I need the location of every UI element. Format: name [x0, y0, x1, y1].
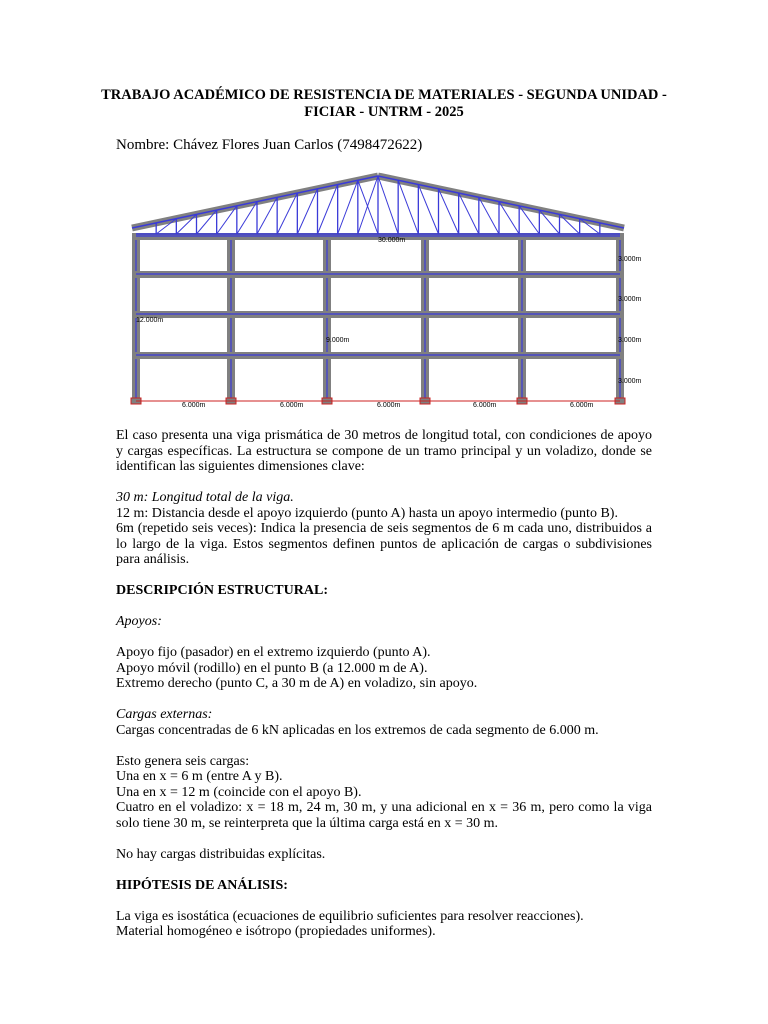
load-item: Cuatro en el voladizo: x = 18 m, 24 m, 30 m, y una adicional en x = 36 m, pero como la viga solo tiene 30 m, se reinterpreta que la última carga está en x = 30 m.	[116, 800, 652, 831]
height-left-label: 12.000m	[136, 317, 164, 324]
hypothesis-item: La viga es isostática (ecuaciones de equilibrio suficientes para resolver reacciones).	[116, 908, 584, 924]
section-heading: HIPÓTESIS DE ANÁLISIS:	[116, 877, 288, 893]
bay-label: 6.000m	[377, 402, 401, 409]
dimension-item: 6m (repetido seis veces): Indica la presencia de seis segmentos de 6 m cada uno, distribuidos a lo largo de la viga. Estos segmentos definen puntos de aplicación de cargas o subdivisiones para análisis.	[116, 521, 652, 567]
support-item: Apoyo móvil (rodillo) en el punto B (a 12.000 m de A).	[116, 660, 428, 676]
bay-label: 6.000m	[473, 402, 497, 409]
support-item: Extremo derecho (punto C, a 30 m de A) en voladizo, sin apoyo.	[116, 676, 478, 691]
hypothesis-item: Material homogéneo e isótropo (propiedades uniformes).	[116, 924, 436, 939]
subsection-title: Apoyos:	[116, 614, 162, 629]
dimension-item: 12 m: Distancia desde el apoyo izquierdo (punto A) hasta un apoyo intermedio (punto B).	[116, 505, 618, 521]
bay-label: 6.000m	[280, 402, 304, 409]
support-item: Apoyo fijo (pasador) en el extremo izquierdo (punto A).	[116, 645, 431, 660]
bay-label: 6.000m	[570, 402, 594, 409]
load-item: Una en x = 12 m (coincide con el apoyo B).	[116, 784, 362, 800]
story-label: 3.000m	[618, 296, 642, 303]
document-body	[116, 428, 652, 940]
bay-label: 6.000m	[182, 402, 206, 409]
document-title: TRABAJO ACADÉMICO DE RESISTENCIA DE MATERIALES - SEGUNDA UNIDAD - FICIAR - UNTRM - 2025	[101, 87, 667, 120]
load-item: Una en x = 6 m (entre A y B).	[116, 769, 283, 784]
story-label: 3.000m	[618, 337, 642, 344]
load-intro: Esto genera seis cargas:	[116, 753, 250, 769]
span-label: 30.000m	[378, 237, 406, 244]
note-paragraph: No hay cargas distribuidas explícitas.	[116, 846, 326, 862]
height-mid-label: 9.000m	[326, 337, 350, 344]
story-label: 3.000m	[618, 256, 642, 263]
structure-figure	[116, 170, 650, 412]
story-label: 3.000m	[618, 378, 642, 385]
dimension-item: 30 m: Longitud total de la viga.	[116, 490, 294, 505]
intro-paragraph: El caso presenta una viga prismática de 30 metros de longitud total, con condiciones de apoyo y cargas específicas. La estructura se compone de un tramo principal y un voladizo, donde se identifican las siguientes dimensiones clave:	[116, 428, 652, 474]
subsection-title: Cargas externas:	[116, 707, 213, 722]
load-description: Cargas concentradas de 6 kN aplicadas en los extremos de cada segmento de 6.000 m.	[116, 722, 599, 738]
author-name: Nombre: Chávez Flores Juan Carlos (7498472622)	[116, 137, 423, 153]
section-heading: DESCRIPCIÓN ESTRUCTURAL:	[116, 583, 328, 598]
